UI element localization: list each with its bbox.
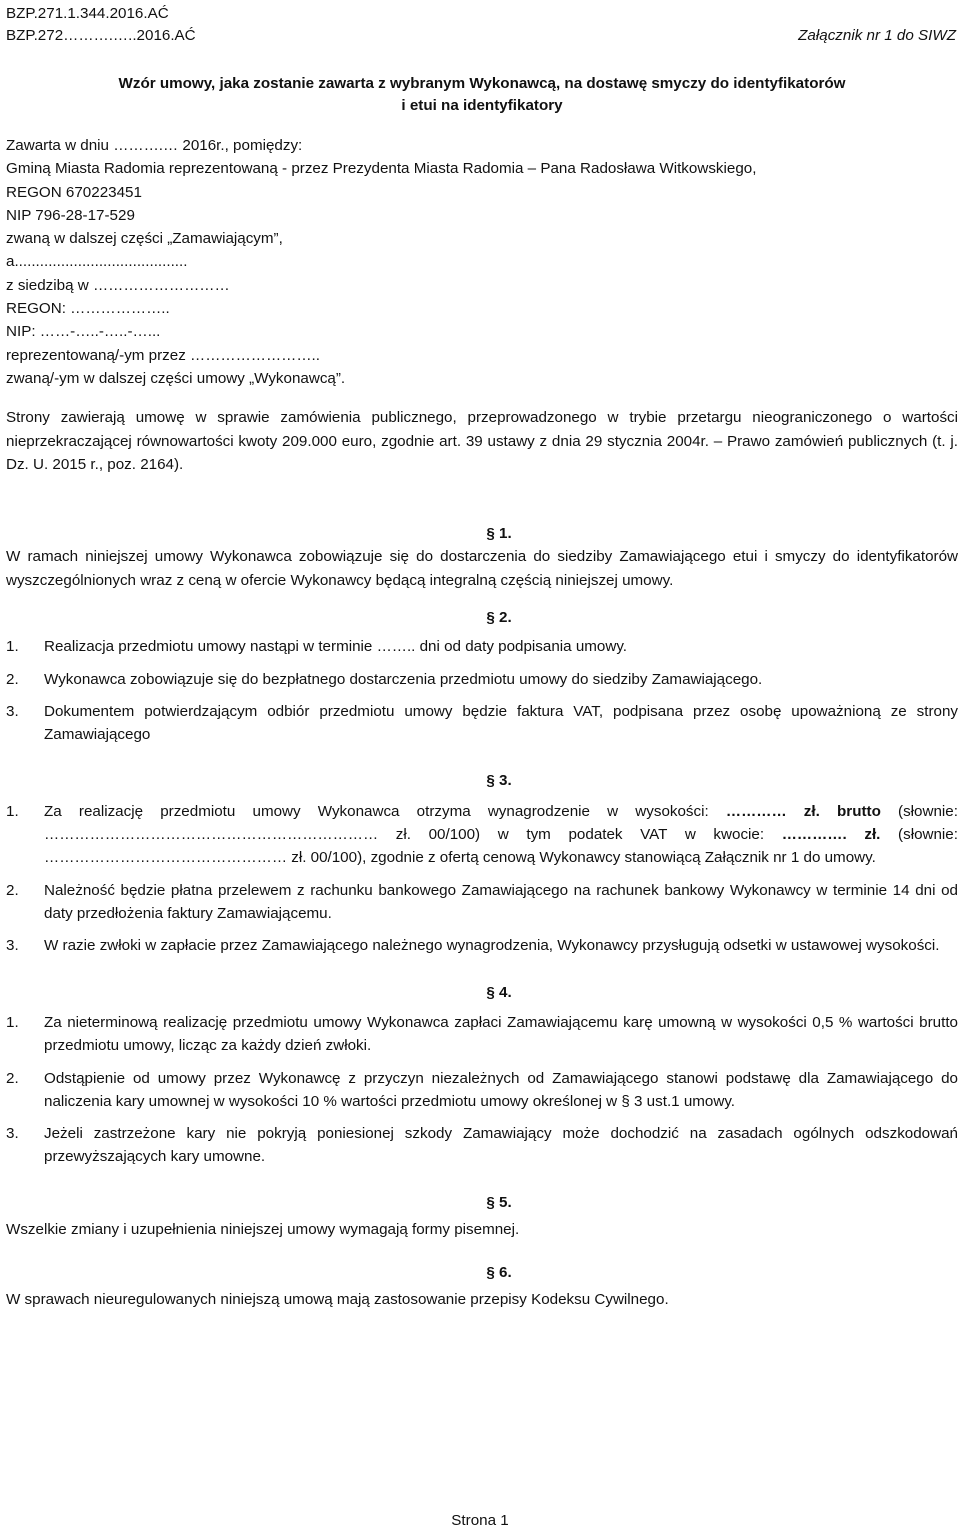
contractor-representative: reprezentowaną/-ym przez …………………….. xyxy=(6,346,320,364)
section-3-item-2: 2. Należność będzie płatna przelewem z rachunku bankowego Zamawiającego na rachunek bankowy Wykonawcy w terminie 14 dni od daty przedłożenia faktury Zamawiającemu. xyxy=(6,881,958,923)
section-6-text: W sprawach nieuregulowanych niniejszą umową mają zastosowanie przepisy Kodeksu Cywilnego. xyxy=(6,1290,669,1308)
vat-in-words: (słownie: ………………………………………… zł. 00/100), zgodnie z ofertą cenową Wykonawcy stanowiącą Załącznik nr 1 do umowy. xyxy=(44,826,958,867)
remuneration-text: Za realizację przedmiotu umowy Wykonawca otrzyma wynagrodzenie w wysokości: xyxy=(44,802,709,820)
section-4-item-3: 3. Jeżeli zastrzeżone kary nie pokryją poniesionej szkody Zamawiający może dochodzić na zasadach ogólnych odszkodowań przewyższających kary umowne. xyxy=(6,1125,958,1166)
section-heading-2: § 2. xyxy=(486,609,512,627)
vat-amount: …………. zł. xyxy=(781,826,881,844)
contract-date: Zawarta w dniu ……….… 2016r., pomiędzy: xyxy=(6,137,303,154)
section-2-item-2: 2. Wykonawca zobowiązuje się do bezpłatnego dostarczenia przedmiotu umowy do siedziby Zamawiającego. xyxy=(6,670,763,688)
ordering-party-called: zwaną w dalszej części „Zamawiającym”, xyxy=(6,230,283,248)
section-5-text: Wszelkie zmiany i uzupełnienia niniejszej umowy wymagają formy pisemnej. xyxy=(6,1220,520,1238)
section-3-item-1: 1. Za realizację przedmiotu umowy Wykonawca otrzyma wynagrodzenie w wysokości: ………… zł. brutto (słownie: ………………………………………………………… zł. 00/100) w tym podatek VAT w kwocie: …………. zł. (słownie: ………………………………………… zł. 00/100), zgodnie z ofertą cenową Wykonawcy stanowiącą Załącznik nr 1 do umowy. xyxy=(6,802,958,867)
section-heading-4: § 4. xyxy=(486,983,512,1001)
section-heading-5: § 5. xyxy=(486,1193,512,1211)
section-3-item-3: 3. W razie zwłoki w zapłacie przez Zamawiającego należnego wynagrodzenia, Wykonawcy przysługują odsetki w ustawowej wysokości. xyxy=(6,937,940,955)
reference-number-2: BZP.272……….…..2016.AĆ xyxy=(6,27,196,44)
title-line-1: Wzór umowy, jaka zostanie zawarta z wybranym Wykonawcą, na dostawę smyczy do identyfikatorów xyxy=(118,75,846,92)
contractor-seat: z siedzibą w ……………………… xyxy=(6,276,230,294)
reference-number-1: BZP.271.1.344.2016.AĆ xyxy=(6,5,169,22)
page-number: Strona 1 xyxy=(451,1512,509,1529)
ordering-party-regon: REGON 670223451 xyxy=(6,183,142,201)
ordering-party: Gminą Miasta Radomia reprezentowaną - przez Prezydenta Miasta Radomia – Pana Radosława Witkowskiego, xyxy=(6,160,757,178)
section-4-item-2: 2. Odstąpienie od umowy przez Wykonawcę z przyczyn niezależnych od Zamawiającego stanowi podstawę dla Zamawiającego do naliczenia kary umownej w wysokości 10 % wartości przedmiotu umowy określonej w § 3 ust.1 umowy. xyxy=(6,1069,958,1110)
contractor-called: zwaną/-ym w dalszej części umowy „Wykonawcą”. xyxy=(6,369,346,387)
ordering-party-nip: NIP 796-28-17-529 xyxy=(6,206,135,224)
title-line-2: i etui na identyfikatory xyxy=(401,97,563,114)
annex-label: Załącznik nr 1 do SIWZ xyxy=(798,27,956,44)
section-heading-6: § 6. xyxy=(486,1264,512,1282)
amount-in-words: (słownie: ………………………………………………………… zł. 00/100) w tym podatek VAT w kwocie: xyxy=(44,802,958,844)
reference-numbers xyxy=(6,3,196,47)
section-2-item-3: 3. Dokumentem potwierdzającym odbiór przedmiotu umowy będzie faktura VAT, podpisana przez osobę upoważnioną ze strony Zamawiającego xyxy=(6,702,958,744)
section-2-item-1: 1. Realizacja przedmiotu umowy nastąpi w terminie …….. dni od daty podpisania umowy. xyxy=(6,638,628,656)
section-1-text: W ramach niniejszej umowy Wykonawca zobowiązuje się do dostarczenia do siedziby Zamawiającego etui i smyczy do identyfikatorów wyszczególnionych wraz z ceną w ofercie Wykonawcy będącą integralną częścią niniejszej umowy. xyxy=(6,548,958,589)
intro-paragraph: Strony zawierają umowę w sprawie zamówienia publicznego, przeprowadzonego w trybie przetargu nieograniczonego o wartości nieprzekraczającej równowartości kwoty 209.000 euro, zgodnie art. 39 ustawy z dnia 29 stycznia 2004r. – Prawo zamówień publicznych (t. j. Dz. U. 2015 r., poz. 2164). xyxy=(6,409,958,473)
document-page xyxy=(6,3,958,1311)
section-heading-3: § 3. xyxy=(486,771,512,789)
contractor-regon: REGON: ……………….. xyxy=(6,300,170,318)
gross-amount: ………… zł. brutto xyxy=(725,802,881,820)
parties-block xyxy=(6,134,958,390)
contractor-nip: NIP: ……-…..-…..-…... xyxy=(6,323,161,341)
document-header xyxy=(6,3,958,47)
document-title xyxy=(6,73,958,117)
section-heading-1: § 1. xyxy=(486,525,512,543)
section-4-item-1: 1. Za nieterminową realizację przedmiotu umowy Wykonawca zapłaci Zamawiającemu karę umowną w wysokości 0,5 % wartości brutto przedmiotu umowy, licząc za każdy dzień zwłoki. xyxy=(6,1013,958,1055)
contractor-name: a......................................... xyxy=(6,253,188,271)
